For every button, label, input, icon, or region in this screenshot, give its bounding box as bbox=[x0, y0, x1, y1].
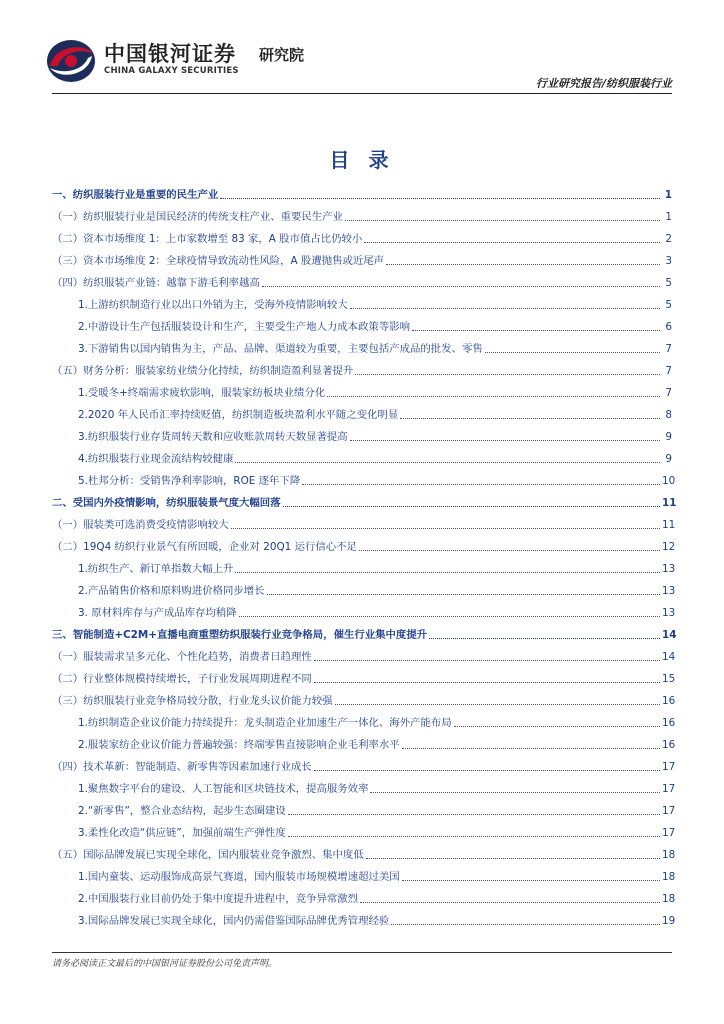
toc-entry-label: 1.纺织制造企业议价能力持续提升：龙头制造企业加速生产一体化、海外产能布局 bbox=[78, 717, 452, 729]
footer-disclaimer: 请务必阅读正文最后的中国银河证券股份公司免责声明。 bbox=[52, 959, 278, 969]
toc-entry[interactable] bbox=[52, 268, 672, 290]
toc-leader-dots bbox=[359, 550, 660, 551]
toc-entry-label: 三、智能制造+C2M+直播电商重塑纺织服装行业竞争格局，催生行业集中度提升 bbox=[52, 629, 428, 641]
toc-entry[interactable] bbox=[52, 752, 676, 774]
company-logo bbox=[44, 36, 344, 86]
logo-institute: 研究院 bbox=[259, 46, 305, 64]
toc-entry[interactable] bbox=[52, 598, 676, 620]
toc-entry-label: （一）纺织服装行业是国民经济的传统支柱产业、重要民生产业 bbox=[52, 211, 343, 223]
toc-entry[interactable] bbox=[52, 224, 672, 246]
toc-entry-page: 17 bbox=[662, 761, 676, 773]
toc-leader-dots bbox=[288, 814, 660, 815]
toc-entry-label: （三）纺织服装行业竞争格局较分散，行业龙头议价能力较强 bbox=[52, 695, 333, 707]
toc-entry-page: 16 bbox=[662, 739, 676, 751]
toc-entry-page: 10 bbox=[662, 475, 676, 487]
toc-entry[interactable] bbox=[52, 818, 676, 840]
toc-entry-label: 1.纺织生产、新订单指数大幅上升 bbox=[78, 563, 234, 575]
toc-leader-dots bbox=[220, 198, 660, 199]
logo-chinese-name: 中国银河证券 bbox=[104, 42, 236, 66]
toc-entry-page: 11 bbox=[662, 519, 676, 531]
header-divider bbox=[52, 93, 672, 94]
toc-leader-dots bbox=[485, 352, 660, 353]
toc-leader-dots bbox=[355, 374, 660, 375]
toc-entry[interactable] bbox=[52, 686, 676, 708]
toc-entry-page: 6 bbox=[665, 321, 672, 333]
toc-entry-page: 7 bbox=[665, 365, 672, 377]
toc-entry-page: 5 bbox=[665, 277, 672, 289]
toc-entry[interactable] bbox=[52, 356, 672, 378]
toc-entry-page: 19 bbox=[662, 915, 676, 927]
toc-entry-label: 2.2020 年人民币汇率持续贬值，纺织制造板块盈利水平随之变化明显 bbox=[78, 409, 399, 421]
toc-entry-page: 7 bbox=[665, 387, 672, 399]
toc-entry-label: 4.纺织服装行业现金流结构较健康 bbox=[78, 453, 234, 465]
toc-leader-dots bbox=[412, 330, 660, 331]
toc-entry-page: 1 bbox=[664, 189, 672, 201]
toc-entry-page: 14 bbox=[662, 651, 676, 663]
toc-entry-label: 2.产品销售价格和原料购进价格同步增长 bbox=[78, 585, 265, 597]
toc-leader-dots bbox=[283, 506, 660, 507]
toc-leader-dots bbox=[350, 440, 660, 441]
toc-leader-dots bbox=[366, 858, 660, 859]
toc-entry[interactable] bbox=[52, 466, 676, 488]
toc-entry-label: （一）服装类可选消费受疫情影响较大 bbox=[52, 519, 229, 531]
toc-entry-page: 18 bbox=[662, 849, 676, 861]
toc-leader-dots bbox=[267, 594, 660, 595]
toc-entry-page: 17 bbox=[662, 805, 676, 817]
toc-leader-dots bbox=[288, 836, 660, 837]
toc-entry[interactable] bbox=[52, 180, 672, 202]
toc-entry[interactable] bbox=[52, 840, 676, 862]
toc-entry-label: （五）财务分析：服装家纺业绩分化持续，纺织制造盈利显著提升 bbox=[52, 365, 354, 377]
toc-entry-label: （五）国际品牌发展已实现全球化，国内服装业竞争激烈、集中度低 bbox=[52, 849, 364, 861]
toc-entry[interactable] bbox=[52, 312, 672, 334]
toc-entry-label: 2.“新零售”，整合业态结构，起步生态圈建设 bbox=[78, 805, 286, 817]
toc-entry-page: 13 bbox=[662, 563, 676, 575]
toc-entry-page: 3 bbox=[665, 255, 672, 267]
toc-leader-dots bbox=[360, 902, 660, 903]
toc-entry[interactable] bbox=[52, 642, 676, 664]
toc-leader-dots bbox=[335, 704, 660, 705]
toc-entry-page: 18 bbox=[662, 871, 676, 883]
toc-entry[interactable] bbox=[52, 246, 672, 268]
toc-entry-page: 17 bbox=[662, 783, 676, 795]
toc-entry-label: 3.柔性化改造“供应链”，加强前端生产弹性度 bbox=[78, 827, 286, 839]
toc-leader-dots bbox=[327, 396, 660, 397]
toc-leader-dots bbox=[386, 264, 660, 265]
toc-entry[interactable] bbox=[52, 708, 676, 730]
toc-leader-dots bbox=[302, 484, 660, 485]
toc-entry-page: 18 bbox=[662, 893, 676, 905]
toc-entry[interactable] bbox=[52, 290, 672, 312]
toc-entry[interactable] bbox=[52, 664, 676, 686]
logo-english-name: CHINA GALAXY SECURITIES bbox=[104, 66, 239, 76]
toc-entry-label: 2.中国服装行业目前仍处于集中度提升进程中，竞争异常激烈 bbox=[78, 893, 359, 905]
toc-entry[interactable] bbox=[52, 532, 676, 554]
toc-entry[interactable] bbox=[52, 422, 672, 444]
toc-entry[interactable] bbox=[52, 400, 672, 422]
toc-entry-page: 7 bbox=[665, 343, 672, 355]
toc-entry[interactable] bbox=[52, 884, 676, 906]
toc-entry[interactable] bbox=[52, 620, 677, 642]
toc-leader-dots bbox=[391, 924, 660, 925]
toc-entry-label: （四）技术革新：智能制造、新零售等因素加速行业成长 bbox=[52, 761, 312, 773]
toc-entry-label: 2.服装家纺企业议价能力普遍较强：终端零售直接影响企业毛利率水平 bbox=[78, 739, 400, 751]
toc-entry-label: （二）19Q4 纺织行业景气有所回暖，企业对 20Q1 运行信心不足 bbox=[52, 541, 357, 553]
toc-entry[interactable] bbox=[52, 576, 676, 598]
toc-leader-dots bbox=[239, 616, 660, 617]
footer-divider bbox=[52, 952, 672, 953]
toc-leader-dots bbox=[429, 638, 660, 639]
toc-entry[interactable] bbox=[52, 510, 676, 532]
toc-entry[interactable] bbox=[52, 334, 672, 356]
toc-entry[interactable] bbox=[52, 488, 677, 510]
toc-leader-dots bbox=[400, 418, 660, 419]
toc-leader-dots bbox=[314, 682, 660, 683]
toc-entry-label: （四）纺织服装产业链：越靠下游毛利率越高 bbox=[52, 277, 260, 289]
toc-entry-page: 16 bbox=[662, 695, 676, 707]
toc-leader-dots bbox=[262, 286, 660, 287]
toc-leader-dots bbox=[235, 462, 660, 463]
toc-title: 目 录 bbox=[329, 148, 395, 172]
galaxy-swirl-icon bbox=[44, 36, 98, 86]
toc-entry-label: 1.国内童装、运动服饰成高景气赛道，国内服装市场规模增速超过美国 bbox=[78, 871, 400, 883]
toc-entry[interactable] bbox=[52, 730, 676, 752]
toc-entry-label: 二、受国内外疫情影响，纺织服装景气度大幅回落 bbox=[52, 497, 281, 509]
toc-leader-dots bbox=[345, 220, 660, 221]
toc-leader-dots bbox=[314, 660, 660, 661]
toc-leader-dots bbox=[454, 726, 660, 727]
toc-entry-label: 1.受暖冬+终端需求疲软影响，服装家纺板块业绩分化 bbox=[78, 387, 326, 399]
toc-entry-page: 13 bbox=[662, 585, 676, 597]
table-of-contents bbox=[52, 180, 677, 928]
toc-entry[interactable] bbox=[52, 444, 672, 466]
toc-entry-label: （二）资本市场维度 1：上市家数增至 83 家，A 股市值占比仍较小 bbox=[52, 233, 363, 245]
toc-leader-dots bbox=[402, 748, 660, 749]
toc-entry-page: 5 bbox=[665, 299, 672, 311]
toc-entry-page: 12 bbox=[662, 541, 676, 553]
toc-entry-label: 3. 原材料库存与产成品库存均稍降 bbox=[78, 607, 237, 619]
toc-leader-dots bbox=[314, 770, 660, 771]
report-type: 行业研究报告/纺织服装行业 bbox=[535, 77, 672, 90]
toc-entry-page: 2 bbox=[665, 233, 672, 245]
toc-leader-dots bbox=[235, 572, 660, 573]
toc-entry-label: 5.杜邦分析：受销售净利率影响，ROE 逐年下降 bbox=[78, 475, 301, 487]
toc-leader-dots bbox=[370, 792, 660, 793]
toc-entry-label: 3.下游销售以国内销售为主，产品、品牌、渠道较为重要，主要包括产成品的批发、零售 bbox=[78, 343, 483, 355]
toc-entry-label: 1.上游纺织制造行业以出口外销为主，受海外疫情影响较大 bbox=[78, 299, 348, 311]
toc-entry-page: 13 bbox=[662, 607, 676, 619]
toc-entry-label: 3.纺织服装行业存货周转天数和应收账款周转天数显著提高 bbox=[78, 431, 348, 443]
toc-entry-page: 17 bbox=[662, 827, 676, 839]
toc-entry-page: 1 bbox=[665, 211, 672, 223]
toc-leader-dots bbox=[402, 880, 660, 881]
toc-entry-page: 14 bbox=[662, 629, 677, 641]
toc-entry[interactable] bbox=[52, 862, 676, 884]
toc-entry-page: 9 bbox=[665, 453, 672, 465]
toc-entry-label: 1.聚焦数字平台的建设、人工智能和区块链技术，提高服务效率 bbox=[78, 783, 369, 795]
toc-leader-dots bbox=[231, 528, 660, 529]
toc-entry-label: （三）资本市场维度 2：全球疫情导致流动性风险，A 股遭抛售或近尾声 bbox=[52, 255, 385, 267]
toc-entry[interactable] bbox=[52, 378, 672, 400]
toc-leader-dots bbox=[350, 308, 660, 309]
toc-entry[interactable] bbox=[52, 202, 672, 224]
toc-entry-label: 3.国际品牌发展已实现全球化，国内仍需借鉴国际品牌优秀管理经验 bbox=[78, 915, 390, 927]
toc-entry[interactable] bbox=[52, 906, 676, 928]
toc-entry-label: （二）行业整体规模持续增长，子行业发展周期进程不同 bbox=[52, 673, 312, 685]
toc-entry-page: 15 bbox=[662, 673, 676, 685]
toc-entry-page: 11 bbox=[662, 497, 677, 509]
toc-entry-label: 2.中游设计生产包括服装设计和生产，主要受生产地人力成本政策等影响 bbox=[78, 321, 411, 333]
toc-entry-page: 16 bbox=[662, 717, 676, 729]
toc-entry[interactable] bbox=[52, 774, 676, 796]
toc-entry-label: 一、纺织服装行业是重要的民生产业 bbox=[52, 189, 219, 201]
toc-leader-dots bbox=[364, 242, 660, 243]
toc-entry[interactable] bbox=[52, 796, 676, 818]
toc-entry-label: （一）服装需求呈多元化、个性化趋势，消费者日趋理性 bbox=[52, 651, 312, 663]
toc-entry-page: 9 bbox=[665, 431, 672, 443]
toc-entry[interactable] bbox=[52, 554, 676, 576]
toc-entry-page: 8 bbox=[665, 409, 672, 421]
